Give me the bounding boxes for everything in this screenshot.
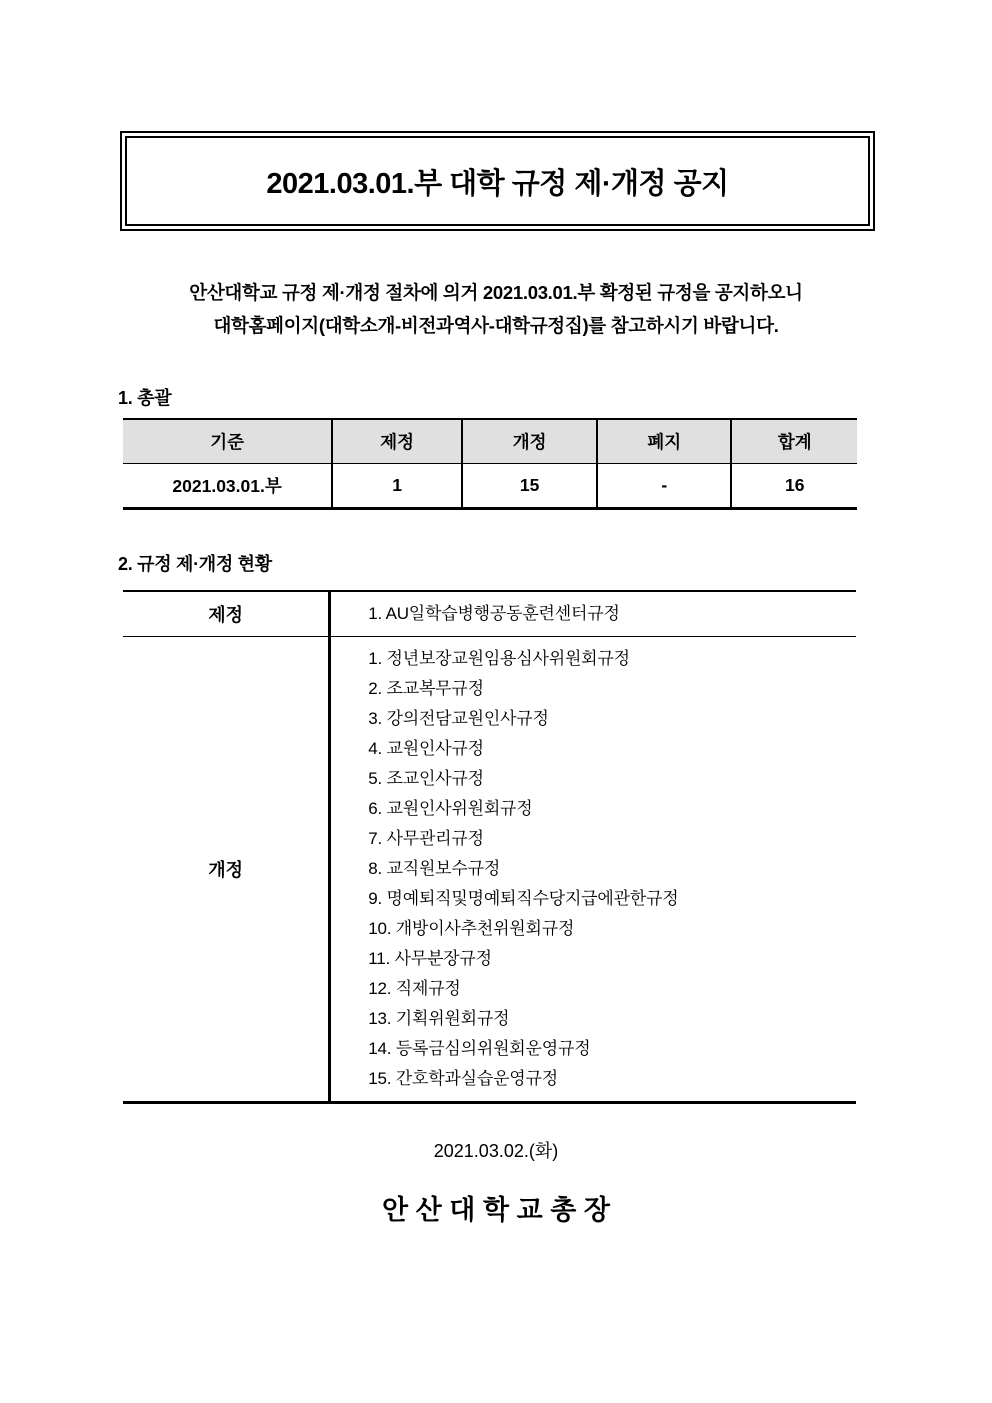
regulation-item: 1. 정년보장교원임용심사위원회규정 <box>368 649 630 668</box>
regulation-item: 12. 직제규정 <box>368 979 461 998</box>
regulation-item: 15. 간호학과실습운영규정 <box>368 1069 558 1088</box>
enacted-regulation-list <box>330 591 856 637</box>
summary-header-enacted: 제정 <box>332 419 462 463</box>
enacted-row-label: 제정 <box>208 605 243 625</box>
summary-table-header-row <box>123 419 857 463</box>
summary-header-abolished: 폐지 <box>597 419 731 463</box>
regulation-item: 13. 기획위원회규정 <box>368 1009 510 1028</box>
regulation-item: 3. 강의전담교원인사규정 <box>368 709 549 728</box>
summary-table-data-row <box>123 463 857 508</box>
summary-table <box>123 418 857 510</box>
regulation-item: 7. 사무관리규정 <box>368 829 484 848</box>
regulation-item: 8. 교직원보수규정 <box>368 859 501 878</box>
regulation-item: 14. 등록금심의위원회운영규정 <box>368 1039 591 1058</box>
regulation-item: 2. 조교복무규정 <box>368 679 484 698</box>
section1-heading: 1. 총괄 <box>118 388 172 408</box>
regulation-item: 6. 교원인사위원회규정 <box>368 799 533 818</box>
summary-cell-abolished: - <box>597 463 731 508</box>
intro-line-1: 안산대학교 규정 제·개정 절차에 의거 2021.03.01.부 확정된 규정을 공지하오니 <box>189 282 803 303</box>
page-title: 2021.03.01.부 대학 규정 제·개정 공지 <box>266 167 729 200</box>
summary-cell-total: 16 <box>731 463 857 508</box>
title-box <box>120 131 875 231</box>
intro-line-2: 대학홈페이지(대학소개-비전과역사-대학규정집)를 참고하시기 바랍니다. <box>213 315 779 336</box>
document-date: 2021.03.02.(화) <box>433 1141 559 1161</box>
revised-row-label: 개정 <box>123 637 330 1103</box>
summary-cell-enacted: 1 <box>332 463 462 508</box>
title-box-inner <box>125 136 870 226</box>
regulation-item: 10. 개방이사추천위원회규정 <box>368 919 575 938</box>
regulation-item: 4. 교원인사규정 <box>368 739 484 758</box>
section2-heading: 2. 규정 제·개정 현황 <box>118 554 272 574</box>
regulation-item: 5. 조교인사규정 <box>368 769 484 788</box>
regulation-item: 9. 명예퇴직및명예퇴직수당지급에관한규정 <box>368 889 679 908</box>
enacted-row <box>123 591 856 637</box>
details-table <box>123 590 856 1104</box>
regulation-item: 11. 사무분장규정 <box>368 949 492 968</box>
summary-header-revised: 개정 <box>462 419 597 463</box>
revised-regulation-list <box>330 637 856 1103</box>
signer-title: 안산대학교총장 <box>382 1195 618 1225</box>
summary-header-basis: 기준 <box>123 419 332 463</box>
summary-header-total: 합계 <box>731 419 857 463</box>
intro-paragraph <box>118 276 874 342</box>
summary-cell-basis: 2021.03.01.부 <box>172 475 282 496</box>
regulation-item: 1. AU일학습병행공동훈련센터규정 <box>368 604 620 623</box>
summary-cell-revised: 15 <box>462 463 597 508</box>
revised-row <box>123 637 856 1103</box>
